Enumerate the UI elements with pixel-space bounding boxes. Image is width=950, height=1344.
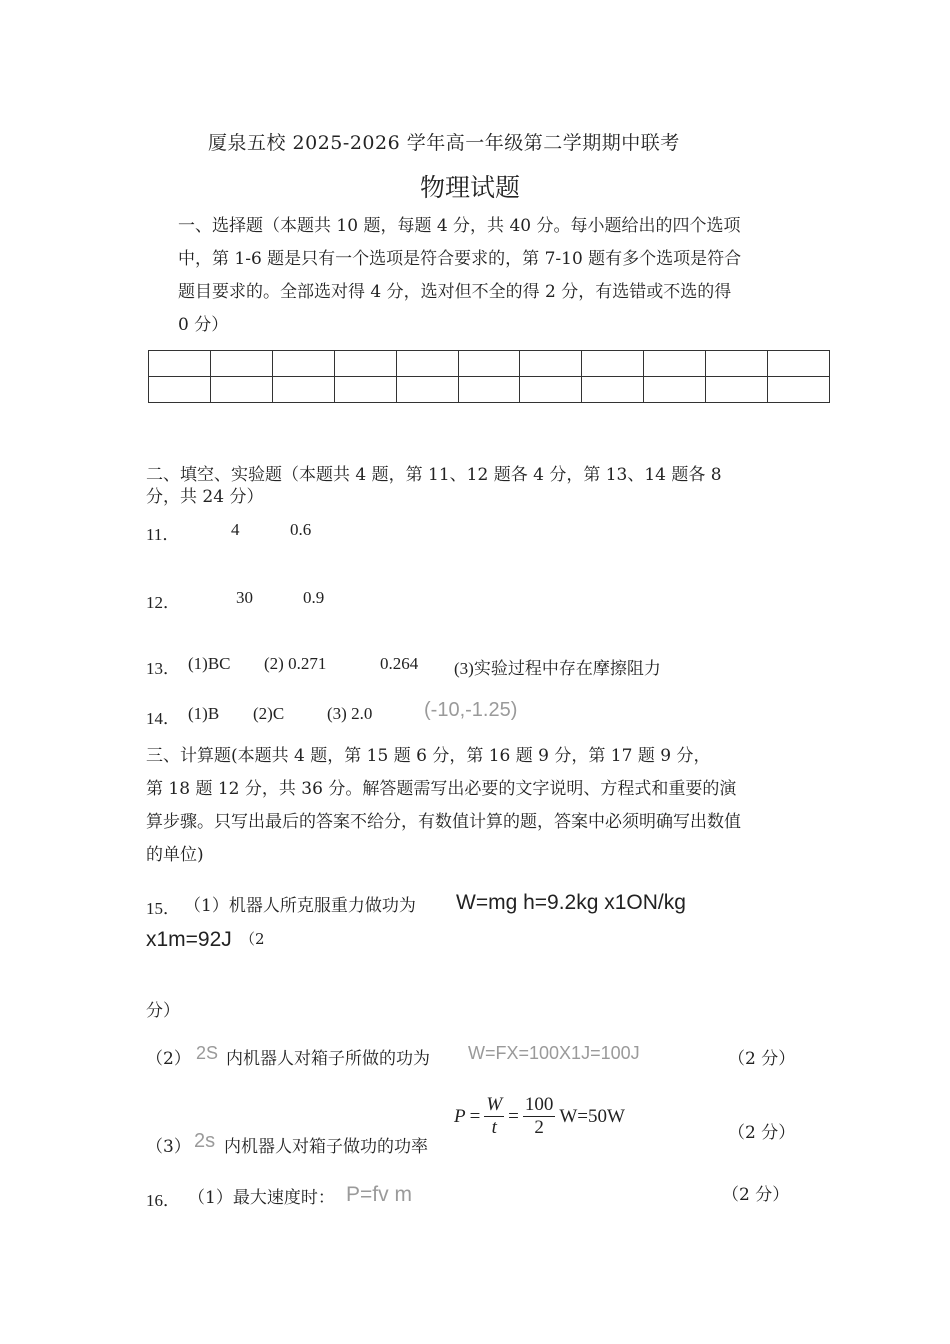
section2-instructions [146,464,722,508]
q15-part2-time: 2S [196,1043,219,1063]
table-cell [149,351,211,377]
fraction-100-over-2 [523,1094,556,1139]
answer-table [148,350,830,403]
table-cell [210,351,272,377]
table-cell [520,351,582,377]
section3-instructions [146,740,741,872]
formula-result: W=50W [559,1105,625,1127]
table-cell [644,351,706,377]
section3-line: 第 18 题 12 分，共 36 分。解答题需写出必要的文字说明、方程式和重要的演 [146,779,737,799]
q15-part2-formula: W=FX=100X1J=100J [468,1043,640,1063]
table-cell [334,377,396,403]
q14-answer-1: (1)B [188,704,220,723]
q11-answer-1: 4 [231,520,240,539]
q13-answer-1: (1)BC [188,654,231,673]
section3-line: 三、计算题(本题共 4 题，第 15 题 6 分，第 16 题 9 分，第 17 题 9 分， [146,746,711,766]
table-cell [334,351,396,377]
section1-line: 一、选择题（本题共 10 题，每题 4 分，共 40 分。每小题给出的四个选项 [178,216,741,236]
q12-number: 12． [146,593,180,612]
subject-title: 物理试题 [420,173,521,202]
q13-answer-2: (2) 0.271 [264,654,327,673]
table-cell [272,377,334,403]
table-cell [706,351,768,377]
table-cell [458,351,520,377]
table-row [149,377,830,403]
formula-equals: = [508,1105,519,1127]
table-cell [706,377,768,403]
q16-part1-text: （1）最大速度时： [188,1188,335,1208]
q13-answer-4: (3)实验过程中存在摩擦阻力 [454,659,661,678]
q15-part1-formula-a: W=mg h=9.2kg x1ON/kg [456,891,686,914]
section1-line: 中，第 1-6 题是只有一个选项是符合要求的，第 7-10 题有多个选项是符合 [178,249,742,269]
fraction-w-over-t [484,1094,504,1139]
q15-part3-formula [454,1094,625,1139]
q16-part1-score: （2 分） [722,1185,790,1205]
section3-line: 算步骤。只写出最后的答案不给分，有数值计算的题，答案中必须明确写出数值 [146,812,741,832]
section1-line: 题目要求的。全部选对得 4 分，选对但不全的得 2 分，有选错或不选的得 [178,282,732,302]
q13-number: 13． [146,659,180,678]
q15-part3-text: 内机器人对箱子做功的功率 [224,1137,428,1157]
table-cell [396,377,458,403]
section3-line: 的单位) [146,845,204,865]
q15-part3-label: （3） [146,1137,191,1157]
table-cell [520,377,582,403]
q16-number: 16． [146,1191,180,1210]
q15-part2-label: （2） [146,1049,191,1069]
fraction-numerator: W [486,1094,503,1115]
fraction-denominator: 2 [534,1117,544,1138]
q14-answer-4: (-10,-1.25) [424,699,518,721]
section1-line: 0 分） [178,315,229,335]
q15-part1-score-close: 分） [146,1001,180,1021]
section1-instructions [178,210,741,342]
table-cell [458,377,520,403]
q12-answer-1: 30 [236,588,253,607]
exam-title: 厦泉五校 2025-2026 学年高一年级第二学期期中联考 [208,132,680,154]
table-cell [768,351,830,377]
q11-number: 11． [146,525,180,544]
q15-part2-score: （2 分） [728,1049,796,1069]
table-cell [582,377,644,403]
q11-answer-2: 0.6 [290,520,312,539]
section2-line: 二、填空、实验题（本题共 4 题，第 11、12 题各 4 分，第 13、14 题各 8 [146,465,722,485]
q15-number: 15． [146,899,180,918]
q15-part1-text: （1）机器人所克服重力做功为 [184,896,416,916]
table-cell [644,377,706,403]
formula-equals: = [469,1105,481,1127]
q15-part2-text: 内机器人对箱子所做的功为 [226,1049,430,1069]
table-cell [149,377,211,403]
q14-answer-2: (2)C [253,704,285,723]
table-cell [396,351,458,377]
table-cell [768,377,830,403]
q15-part1-formula-b: x1m=92J [146,928,232,951]
q12-answer-2: 0.9 [303,588,325,607]
table-row [149,351,830,377]
table-cell [210,377,272,403]
table-cell [582,351,644,377]
fraction-numerator: 100 [524,1094,554,1115]
fraction-denominator: t [491,1117,497,1138]
q15-part1-score-open: （2 [240,930,265,948]
formula-lhs: P [454,1105,466,1127]
q14-number: 14． [146,709,180,728]
q16-part1-formula: P=fv m [346,1183,412,1206]
section2-line: 分，共 24 分） [146,487,264,507]
table-cell [272,351,334,377]
q13-answer-3: 0.264 [380,654,419,673]
q14-answer-3: (3) 2.0 [327,704,373,723]
q15-part3-score: （2 分） [728,1123,796,1143]
q15-part3-time: 2s [194,1130,216,1152]
